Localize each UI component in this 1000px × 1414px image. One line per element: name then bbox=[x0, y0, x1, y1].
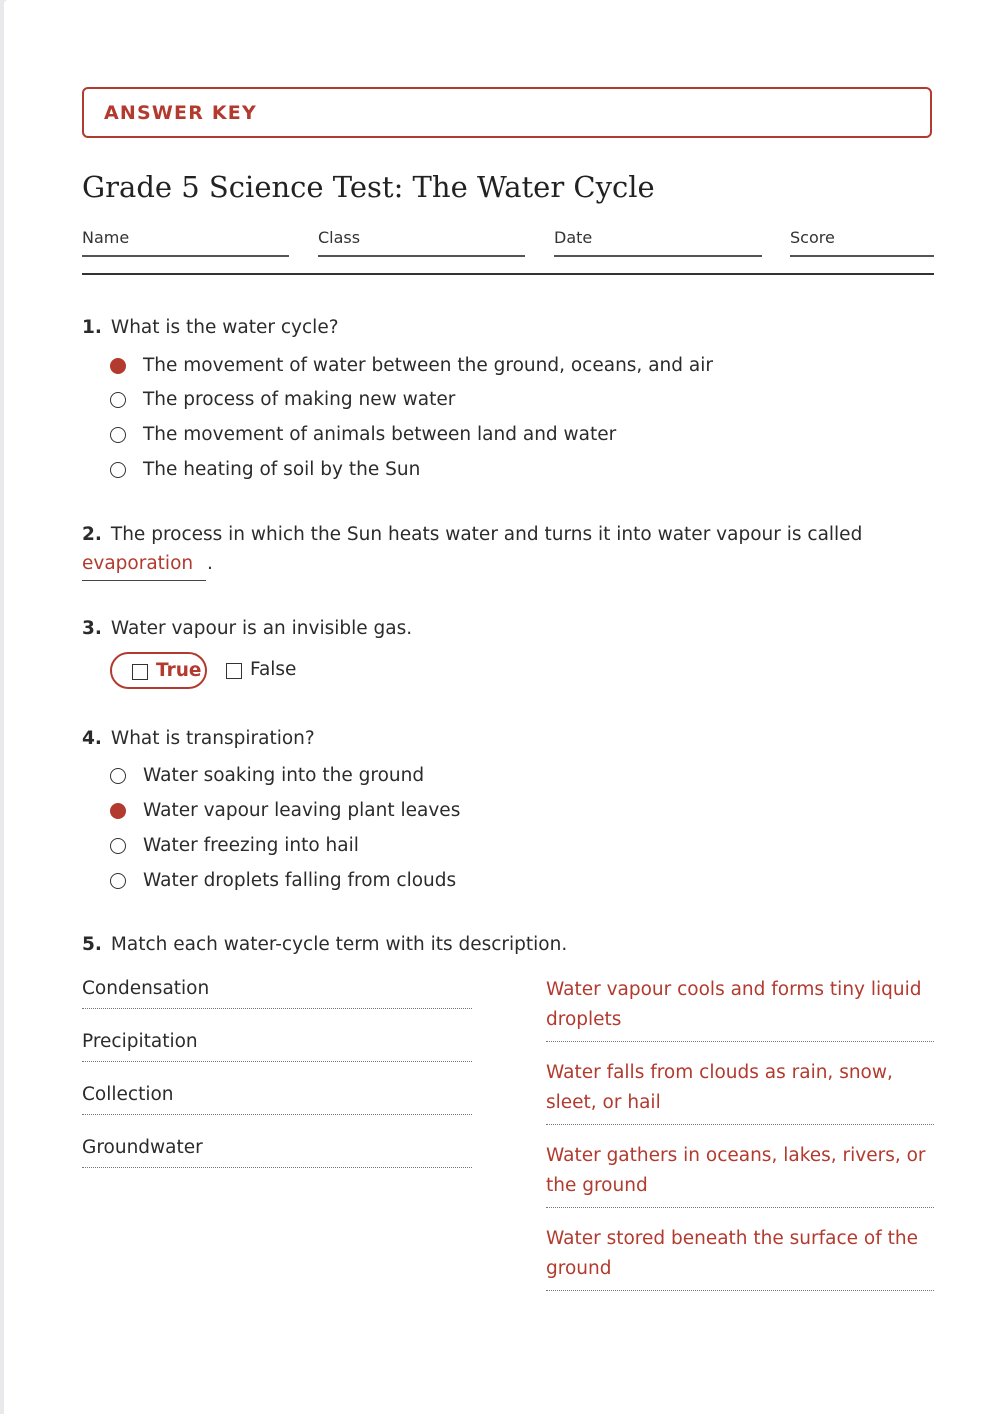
radio-selected-icon[interactable] bbox=[110, 358, 126, 374]
radio-icon[interactable] bbox=[110, 427, 126, 443]
match-term-label: Collection bbox=[82, 1084, 174, 1105]
test-page bbox=[4, 0, 1000, 1414]
question-4-number: 4. bbox=[82, 728, 102, 749]
q4-option-4-label: Water droplets falling from clouds bbox=[143, 870, 457, 891]
q4-option-1-label: Water soaking into the ground bbox=[143, 765, 425, 786]
radio-icon[interactable] bbox=[110, 462, 126, 478]
question-2 bbox=[82, 524, 862, 545]
answer-key-banner bbox=[82, 87, 932, 138]
q2-answer: evaporation bbox=[82, 553, 194, 574]
question-5-number: 5. bbox=[82, 934, 102, 955]
class-label: Class bbox=[318, 228, 361, 247]
question-1-text: What is the water cycle? bbox=[110, 317, 339, 338]
q1-option-3-label: The movement of animals between land and water bbox=[143, 424, 617, 445]
true-option-selected[interactable] bbox=[110, 652, 207, 689]
match-term bbox=[82, 1031, 472, 1062]
question-2-number: 2. bbox=[82, 524, 102, 545]
page-title: Grade 5 Science Test: The Water Cycle bbox=[82, 170, 655, 204]
question-3 bbox=[82, 618, 412, 639]
question-1 bbox=[82, 317, 339, 338]
question-4-text: What is transpiration? bbox=[110, 728, 315, 749]
radio-icon[interactable] bbox=[110, 768, 126, 784]
match-term bbox=[82, 1137, 472, 1168]
question-3-text: Water vapour is an invisible gas. bbox=[110, 618, 413, 639]
match-term-label: Condensation bbox=[82, 978, 210, 999]
question-2-text: The process in which the Sun heats water and turns it into water vapour is called bbox=[110, 524, 863, 545]
q1-option-1-label: The movement of water between the ground, oceans, and air bbox=[143, 355, 713, 376]
true-label: True bbox=[156, 660, 202, 681]
question-3-number: 3. bbox=[82, 618, 102, 639]
false-label: False bbox=[250, 659, 297, 680]
match-description: Water vapour cools and forms tiny liquid droplets bbox=[546, 975, 934, 1042]
question-4 bbox=[82, 728, 315, 749]
radio-icon[interactable] bbox=[110, 873, 126, 889]
question-5 bbox=[82, 934, 567, 955]
match-description: Water falls from clouds as rain, snow, sleet, or hail bbox=[546, 1058, 934, 1125]
date-label: Date bbox=[554, 228, 593, 247]
q1-option-2-label: The process of making new water bbox=[143, 389, 456, 410]
question-1-number: 1. bbox=[82, 317, 102, 338]
checkbox-icon[interactable] bbox=[132, 664, 148, 680]
radio-icon[interactable] bbox=[110, 838, 126, 854]
name-label: Name bbox=[82, 228, 130, 247]
match-term bbox=[82, 978, 472, 1009]
q2-answer-blank[interactable] bbox=[82, 553, 206, 581]
match-description: Water gathers in oceans, lakes, rivers, or the ground bbox=[546, 1141, 934, 1208]
class-field[interactable] bbox=[318, 225, 525, 257]
score-label: Score bbox=[790, 228, 835, 247]
name-field[interactable] bbox=[82, 225, 289, 257]
answer-key-label: ANSWER KEY bbox=[104, 102, 257, 124]
match-term bbox=[82, 1084, 472, 1115]
q4-option-2-label: Water vapour leaving plant leaves bbox=[143, 800, 461, 821]
match-term-label: Groundwater bbox=[82, 1137, 203, 1158]
radio-icon[interactable] bbox=[110, 392, 126, 408]
q2-period: . bbox=[207, 553, 213, 574]
question-5-text: Match each water-cycle term with its description. bbox=[110, 934, 568, 955]
q1-option-4-label: The heating of soil by the Sun bbox=[143, 459, 421, 480]
q4-option-3-label: Water freezing into hail bbox=[143, 835, 359, 856]
radio-selected-icon[interactable] bbox=[110, 803, 126, 819]
match-description: Water stored beneath the surface of the ground bbox=[546, 1224, 934, 1291]
score-field[interactable] bbox=[790, 225, 934, 257]
header-divider bbox=[82, 273, 934, 275]
checkbox-icon[interactable] bbox=[226, 663, 242, 679]
match-term-label: Precipitation bbox=[82, 1031, 198, 1052]
date-field[interactable] bbox=[554, 225, 762, 257]
